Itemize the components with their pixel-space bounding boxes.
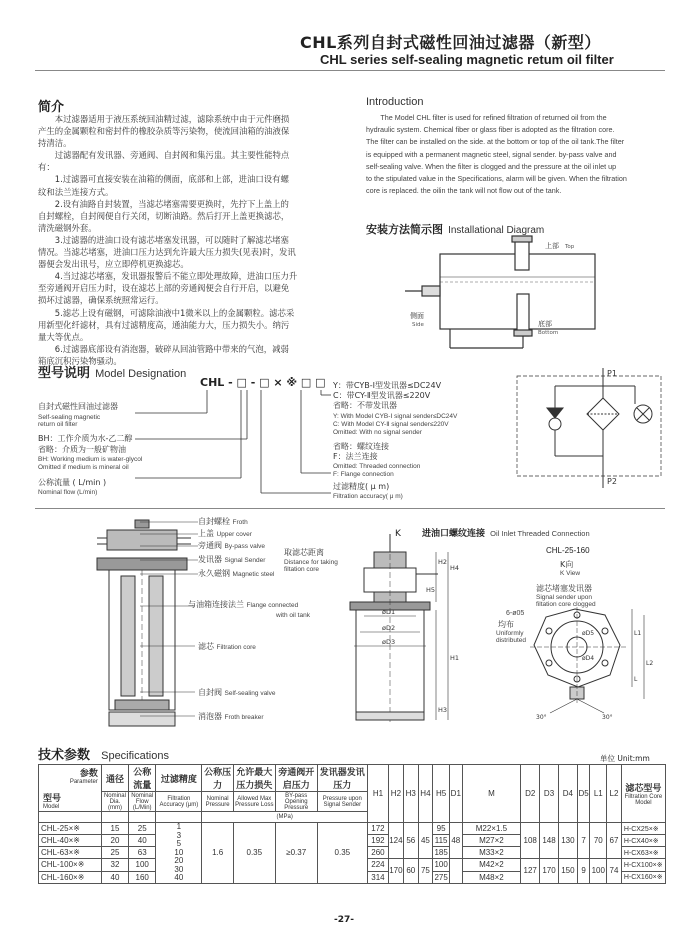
intro-en-line: self-sealing valve. When the filter is clogged and the pressure at the oil inlet up <box>366 161 617 171</box>
cell-model: CHL-160×※ <box>39 871 102 883</box>
dims-take-en2: filtation core <box>284 566 320 573</box>
intro-cn-line: 6.过滤器底部设有消泡器，破碎从回油管路中带来的气泡，减弱 <box>54 343 289 354</box>
cell-m: M48×2 <box>462 871 521 883</box>
accuracy-value: 30 <box>174 864 184 874</box>
header-divider <box>35 70 665 71</box>
intro-en-line: hydraulic system. Chemical fiber or glass fiber is adopted as the filtration core. <box>366 125 615 135</box>
svg-text:H5: H5 <box>426 586 436 594</box>
intro-cn-line: 清洗磁钢外套。 <box>38 222 97 233</box>
cell-d4: 130 <box>558 823 577 859</box>
cell-accuracy <box>156 823 202 884</box>
intro-cn-line: 持清洁。 <box>38 138 72 149</box>
install-bottom-en: Bottom <box>538 330 559 336</box>
svg-text:H3: H3 <box>438 706 448 714</box>
cell-h1: 192 <box>367 835 388 847</box>
cell-h1: 172 <box>367 823 388 835</box>
intro-en-text <box>366 112 666 197</box>
intro-cn-line: 纹和法兰连接方式。 <box>38 186 114 197</box>
intro-cn-line: 至旁通阀开启压力时，设在滤芯上部的旁通阀便会自行开启，以避免 <box>38 283 290 294</box>
cell-flow: 100 <box>129 859 156 872</box>
th-bypass-cn: 旁通阀开启压力 <box>275 765 317 792</box>
section-sender: 发讯器 Signal Sender <box>198 555 266 564</box>
cell-core: H-CX100×※ <box>621 859 665 872</box>
dims-heading: K 进油口螺纹连接 Oil Inlet Threaded Connection <box>395 529 590 539</box>
cell-h3: 56 <box>403 823 418 859</box>
page-title: CHL系列自封式磁性回油过滤器（新型） <box>300 33 601 52</box>
cell-dia: 20 <box>101 835 128 847</box>
intro-cn-heading: 简介 <box>38 100 65 115</box>
cell-d3: 170 <box>540 859 559 884</box>
th-flow-cn: 公称流量 <box>129 765 156 792</box>
cell-dia: 25 <box>101 847 128 859</box>
intro-cn-line: 箱底沉积污染物骚动。 <box>38 355 122 366</box>
th-pres-cn: 公称压力 <box>202 765 233 792</box>
intro-cn-line: 产生的金属颗粒和密封件的橡胶杂质等污染物，使流回油箱的油液保 <box>38 126 290 137</box>
cell-dia: 40 <box>101 871 128 883</box>
dims-uni-en1: Uniformly <box>496 630 524 637</box>
svg-text:L2: L2 <box>646 660 654 667</box>
cell-pressure: 1.6 <box>202 823 233 884</box>
svg-text:H2: H2 <box>438 558 448 566</box>
accuracy-value: 5 <box>176 839 182 848</box>
cell-flow: 40 <box>129 835 156 847</box>
model-flow-cn: 公称流量 ( L/min ) <box>38 478 107 487</box>
model-acc-en: Filtration accuracy( μ m) <box>333 493 403 500</box>
cell-m: M27×2 <box>462 835 521 847</box>
accuracy-value: 3 <box>176 830 182 840</box>
dims-clog-en2: filtation core clogged <box>536 601 596 608</box>
kview-drawing <box>520 605 665 725</box>
intro-cn-line: 1.过滤器可直接安装在油箱的侧面，底部和上部，进油口设有螺 <box>54 174 289 185</box>
intro-cn-line: 5.滤芯上设有磁钢，可滤除油液中1微米以上的金属颗粒。滤芯采 <box>54 307 295 318</box>
cell-flow: 63 <box>129 847 156 859</box>
cell-h1: 314 <box>367 871 388 883</box>
model-acc-cn: 过滤精度( μ m) <box>333 482 390 491</box>
model-conn-cn1: 省略：螺纹连接 <box>333 442 389 451</box>
svg-text:øD3: øD3 <box>382 638 396 646</box>
model-omit-en: Omitted if medium is mineral oil <box>38 464 129 471</box>
intro-cn-text <box>38 113 356 367</box>
section-flange: 与油箱连接法兰 Flange connected with oil tank <box>188 600 310 619</box>
svg-text:30°: 30° <box>536 714 547 721</box>
cell-model: CHL-40×※ <box>39 835 102 847</box>
page-subtitle: CHL series self-sealing magnetic retum oil filter <box>320 52 614 67</box>
model-conn-en1: Omitted: Threaded connection <box>333 463 421 470</box>
intro-cn-line: 2.设有油路自封装置，当滤芯堵塞需要更换时，先拧下上盖上的 <box>54 198 289 209</box>
model-filter-en2: return oil filter <box>38 421 78 428</box>
dims-kview-en: K View <box>560 570 581 577</box>
intro-en-line: The Model CHL filter is used for refined filtration of returned oil from the <box>380 113 607 122</box>
install-diagram <box>400 232 620 352</box>
cell-d2: 127 <box>521 859 540 884</box>
install-bottom-cn: 底部 <box>538 320 552 328</box>
cell-flow: 160 <box>129 871 156 883</box>
cell-dia: 32 <box>101 859 128 872</box>
cell-h1: 260 <box>367 847 388 859</box>
cell-l1: 70 <box>590 823 607 859</box>
cell-core: H-CX160×※ <box>621 871 665 883</box>
cell-h2: 170 <box>388 859 403 884</box>
cell-h2: 124 <box>388 823 403 859</box>
cell-h5: 115 <box>434 836 448 845</box>
model-sig-cn3: 省略：不带发讯器 <box>333 401 397 410</box>
section-selfseal: 自封阀 Self-sealing valve <box>198 688 276 697</box>
cell-d5: 9 <box>577 859 590 884</box>
model-flow-en: Nominal flow (L/min) <box>38 489 98 496</box>
svg-text:øD2: øD2 <box>382 624 396 632</box>
cell-core: H-CX63×※ <box>621 847 665 859</box>
intro-en-line: to the stipulated value in the Specifications, alarm will be given. When the filtration <box>366 174 627 184</box>
svg-text:øD1: øD1 <box>382 608 396 616</box>
cell-h3: 60 <box>403 859 418 884</box>
cell-h5: 275 <box>434 872 448 882</box>
intro-cn-line: 自封螺栓，自封阀便自行关闭，切断油路。然后打开上盖更换滤芯， <box>38 210 290 221</box>
th-loss-cn: 允许最大压力损失 <box>233 765 275 792</box>
intro-cn-line: 过滤器配有发讯器、旁通阀、自封阀和集污盅。其主要性能特点 <box>54 150 290 161</box>
specs-heading: 技术参数 Specifications <box>38 748 169 763</box>
dims-uni-cn: 均布 <box>498 620 514 629</box>
page-number: -27- <box>334 915 354 925</box>
install-heading: 安装方法简示图 Installational Diagram <box>366 223 545 236</box>
cell-d5: 7 <box>577 823 590 859</box>
cell-h4: 45 <box>418 823 433 859</box>
model-sig-cn2: C：带CY-Ⅱ型发讯器≤220V <box>333 391 431 400</box>
cell-d3: 148 <box>540 823 559 859</box>
cell-d1: 48 <box>450 823 463 859</box>
install-top-en: Top <box>565 244 575 250</box>
intro-en-line: core is replaced. the oilin the tank will not flow out of the tank. <box>366 186 562 196</box>
dims-take-en1: Distance for taking <box>284 559 338 566</box>
dims-holes: 6-ø05 <box>506 610 525 617</box>
cell-l2: 67 <box>607 823 622 859</box>
intro-cn-line: 3.过滤器的进油口设有滤芯堵塞发讯器，可以随时了解滤芯堵塞 <box>54 234 289 245</box>
section-bolt: 自封螺栓 Froth <box>198 517 248 526</box>
dims-uni-en2: distributed <box>496 637 526 644</box>
model-bh-en: BH: Working medium is water-glycol <box>38 456 143 463</box>
cell-h5: 95 <box>433 823 450 835</box>
accuracy-value: 1 <box>176 822 182 831</box>
svg-text:30°: 30° <box>602 714 613 721</box>
intro-cn-line: 损坏过滤器，确保系统照常运行。 <box>38 295 164 306</box>
cell-m: M33×2 <box>462 847 521 859</box>
th-dia-cn: 通径 <box>101 765 128 792</box>
section-froth: 消泡器 Froth breaker <box>198 712 264 721</box>
cell-sender: 0.35 <box>317 823 367 884</box>
cell-d1 <box>450 859 463 884</box>
th-sender-cn: 发讯器发讯压力 <box>317 765 367 792</box>
cell-dia: 15 <box>101 823 128 835</box>
model-sig-cn1: Y：带CYB-Ⅰ型发讯器≤DC24V <box>333 381 442 390</box>
dims-take-cn: 取滤芯距离 <box>284 548 324 557</box>
accuracy-value: 40 <box>174 873 184 882</box>
install-side-cn: 侧面 <box>410 312 424 320</box>
cell-m: M22×1.5 <box>462 823 521 835</box>
model-heading: 型号说明 Model Designation <box>38 366 187 381</box>
intro-cn-line: 有： <box>38 162 55 173</box>
cell-m: M42×2 <box>462 859 521 872</box>
th-acc-cn: 过滤精度 <box>156 765 202 792</box>
model-sig-en2: C: With Model CY-Ⅱ signal sender≤220V <box>333 421 449 428</box>
svg-text:H1: H1 <box>450 654 460 662</box>
accuracy-value: 10 <box>174 847 184 857</box>
dims-drawing <box>330 530 470 730</box>
section-leaders <box>140 520 200 730</box>
intro-cn-line: 本过滤器适用于液压系统回油精过滤，滤除系统中由于元件磨损 <box>54 114 290 124</box>
intro-cn-line: 器便会发出讯号，应立即停机更换滤芯。 <box>38 259 189 270</box>
cell-model: CHL-100×※ <box>39 859 102 872</box>
cell-h5: 185 <box>434 848 448 857</box>
model-sig-en3: Omitted: With no signal sender <box>333 429 422 436</box>
cell-d2: 108 <box>521 823 540 859</box>
svg-text:øD5: øD5 <box>582 630 595 637</box>
dims-clog-cn: 滤芯堵塞发讯器 <box>536 584 592 593</box>
section-core: 滤芯 Filtration core <box>198 642 256 651</box>
svg-text:L: L <box>634 676 638 683</box>
dims-clog-en1: Signal sender upon <box>536 594 593 601</box>
accuracy-value: 20 <box>174 856 184 865</box>
model-bh-cn: BH：工作介质为水-乙二醇 <box>38 434 133 443</box>
hydraulic-symbol <box>515 368 665 488</box>
cell-loss: 0.35 <box>233 823 275 884</box>
section-bypass: 旁通阀 By-pass valve <box>198 541 266 550</box>
specs-table: 参数 Parameter 型号 Model 通径 公称流量 过滤精度 公称压力 允许最大压力损失 旁通阀开启压力 发讯器发讯压力 H1 H2 H3 H4 H5 D1 M D2 D3 D4 D5 L1 L2 滤芯型号 Filtration Core Model Nominal Dia. (mm) Nominal Flow (L/Min) Filtration Accuracy (μm) Nominal Pressure Allowed Max Pressure Loss BY-pass Opening Pressure Pressure upon Signal Sender (MPa) CHL-25×※ 15 25 1 3 5 10 20 30 40 1.6 0.35 ≥0.37 0.35 172 124 56 45 95 48 M22×1.5 108 148 130 7 70 67 H-CX25×※ CHL-40×※ 20 40 192 115 M27×2 H-CX40×※ CHL-63×※ 25 63 260 185 M33×2 H-CX63×※ CHL-100×※ 32 100 224 170 60 75 100 M42×2 127 170 150 9 100 74 H-CX100×※ CHL-160×※ 40 160 314 275 M48×2 H-CX160×※ <box>38 764 666 884</box>
symbol-p1: P1 <box>607 369 617 378</box>
cell-h1: 224 <box>367 859 388 872</box>
cell-h5: 100 <box>434 860 448 870</box>
intro-en-line: The filter can be installed on the side. at the bottom or top of the oil tank.The filter <box>366 137 625 147</box>
section-cover: 上盖 Upper cover <box>198 529 252 538</box>
cell-core: H-CX40×※ <box>621 835 665 847</box>
cell-model: CHL-25×※ <box>39 823 102 835</box>
cell-flow: 25 <box>129 823 156 835</box>
cell-core: H-CX25×※ <box>621 823 665 835</box>
model-filter-cn: 自封式磁性回油过滤器 <box>38 402 118 411</box>
dims-model: CHL-25-160 <box>546 546 590 555</box>
svg-text:øD4: øD4 <box>582 655 595 662</box>
th-param-model: 参数 Parameter 型号 Model <box>39 765 102 812</box>
cell-l2: 74 <box>607 859 622 884</box>
svg-text:H4: H4 <box>450 564 460 572</box>
model-code: CHL - □ - □ × ※ □ □ <box>200 376 326 389</box>
specs-unit: 单位 Unit:mm <box>600 754 650 763</box>
cell-d4: 150 <box>558 859 577 884</box>
intro-cn-line: 4.当过滤芯堵塞，发讯器报警后不能立即处理故障，进油口压力升 <box>54 271 298 282</box>
symbol-p2: P2 <box>607 477 617 486</box>
table-row <box>39 823 666 835</box>
cell-model: CHL-63×※ <box>39 847 102 859</box>
section-magnet: 永久磁钢 Magnetic steel <box>198 569 275 578</box>
cell-h4: 75 <box>418 859 433 884</box>
cell-bypass: ≥0.37 <box>275 823 317 884</box>
install-side-en: Side <box>412 322 424 328</box>
intro-cn-line: 量大等优点。 <box>38 331 89 342</box>
intro-en-line: is equipped with a permanent magnetic steel, signal sender. by-pass valve and <box>366 149 617 159</box>
mid-divider <box>35 508 665 509</box>
model-omit-cn: 省略：介质为一般矿物油 <box>38 445 126 454</box>
install-top-cn: 上部 <box>545 242 559 250</box>
model-sig-en1: Y: With Model CYB-Ⅰ signal sender≤DC24V <box>333 413 458 420</box>
model-filter-en1: Self-sealing magnetic <box>38 414 101 421</box>
model-conn-cn2: F：法兰连接 <box>333 452 378 461</box>
svg-text:L1: L1 <box>634 630 642 637</box>
model-conn-en2: F: Flange connection <box>333 471 394 478</box>
intro-en-heading: Introduction <box>366 96 424 108</box>
cell-l1: 100 <box>590 859 607 884</box>
intro-cn-line: 用新型化纤滤材，具有过滤精度高，通油能力大，压力损失小。纳污 <box>38 319 290 330</box>
dims-kview-cn: K向 <box>560 560 574 569</box>
intro-cn-line: 情况。当滤芯堵塞，进油口压力达到允许最大压力损失(见表)时，发讯 <box>38 247 296 258</box>
